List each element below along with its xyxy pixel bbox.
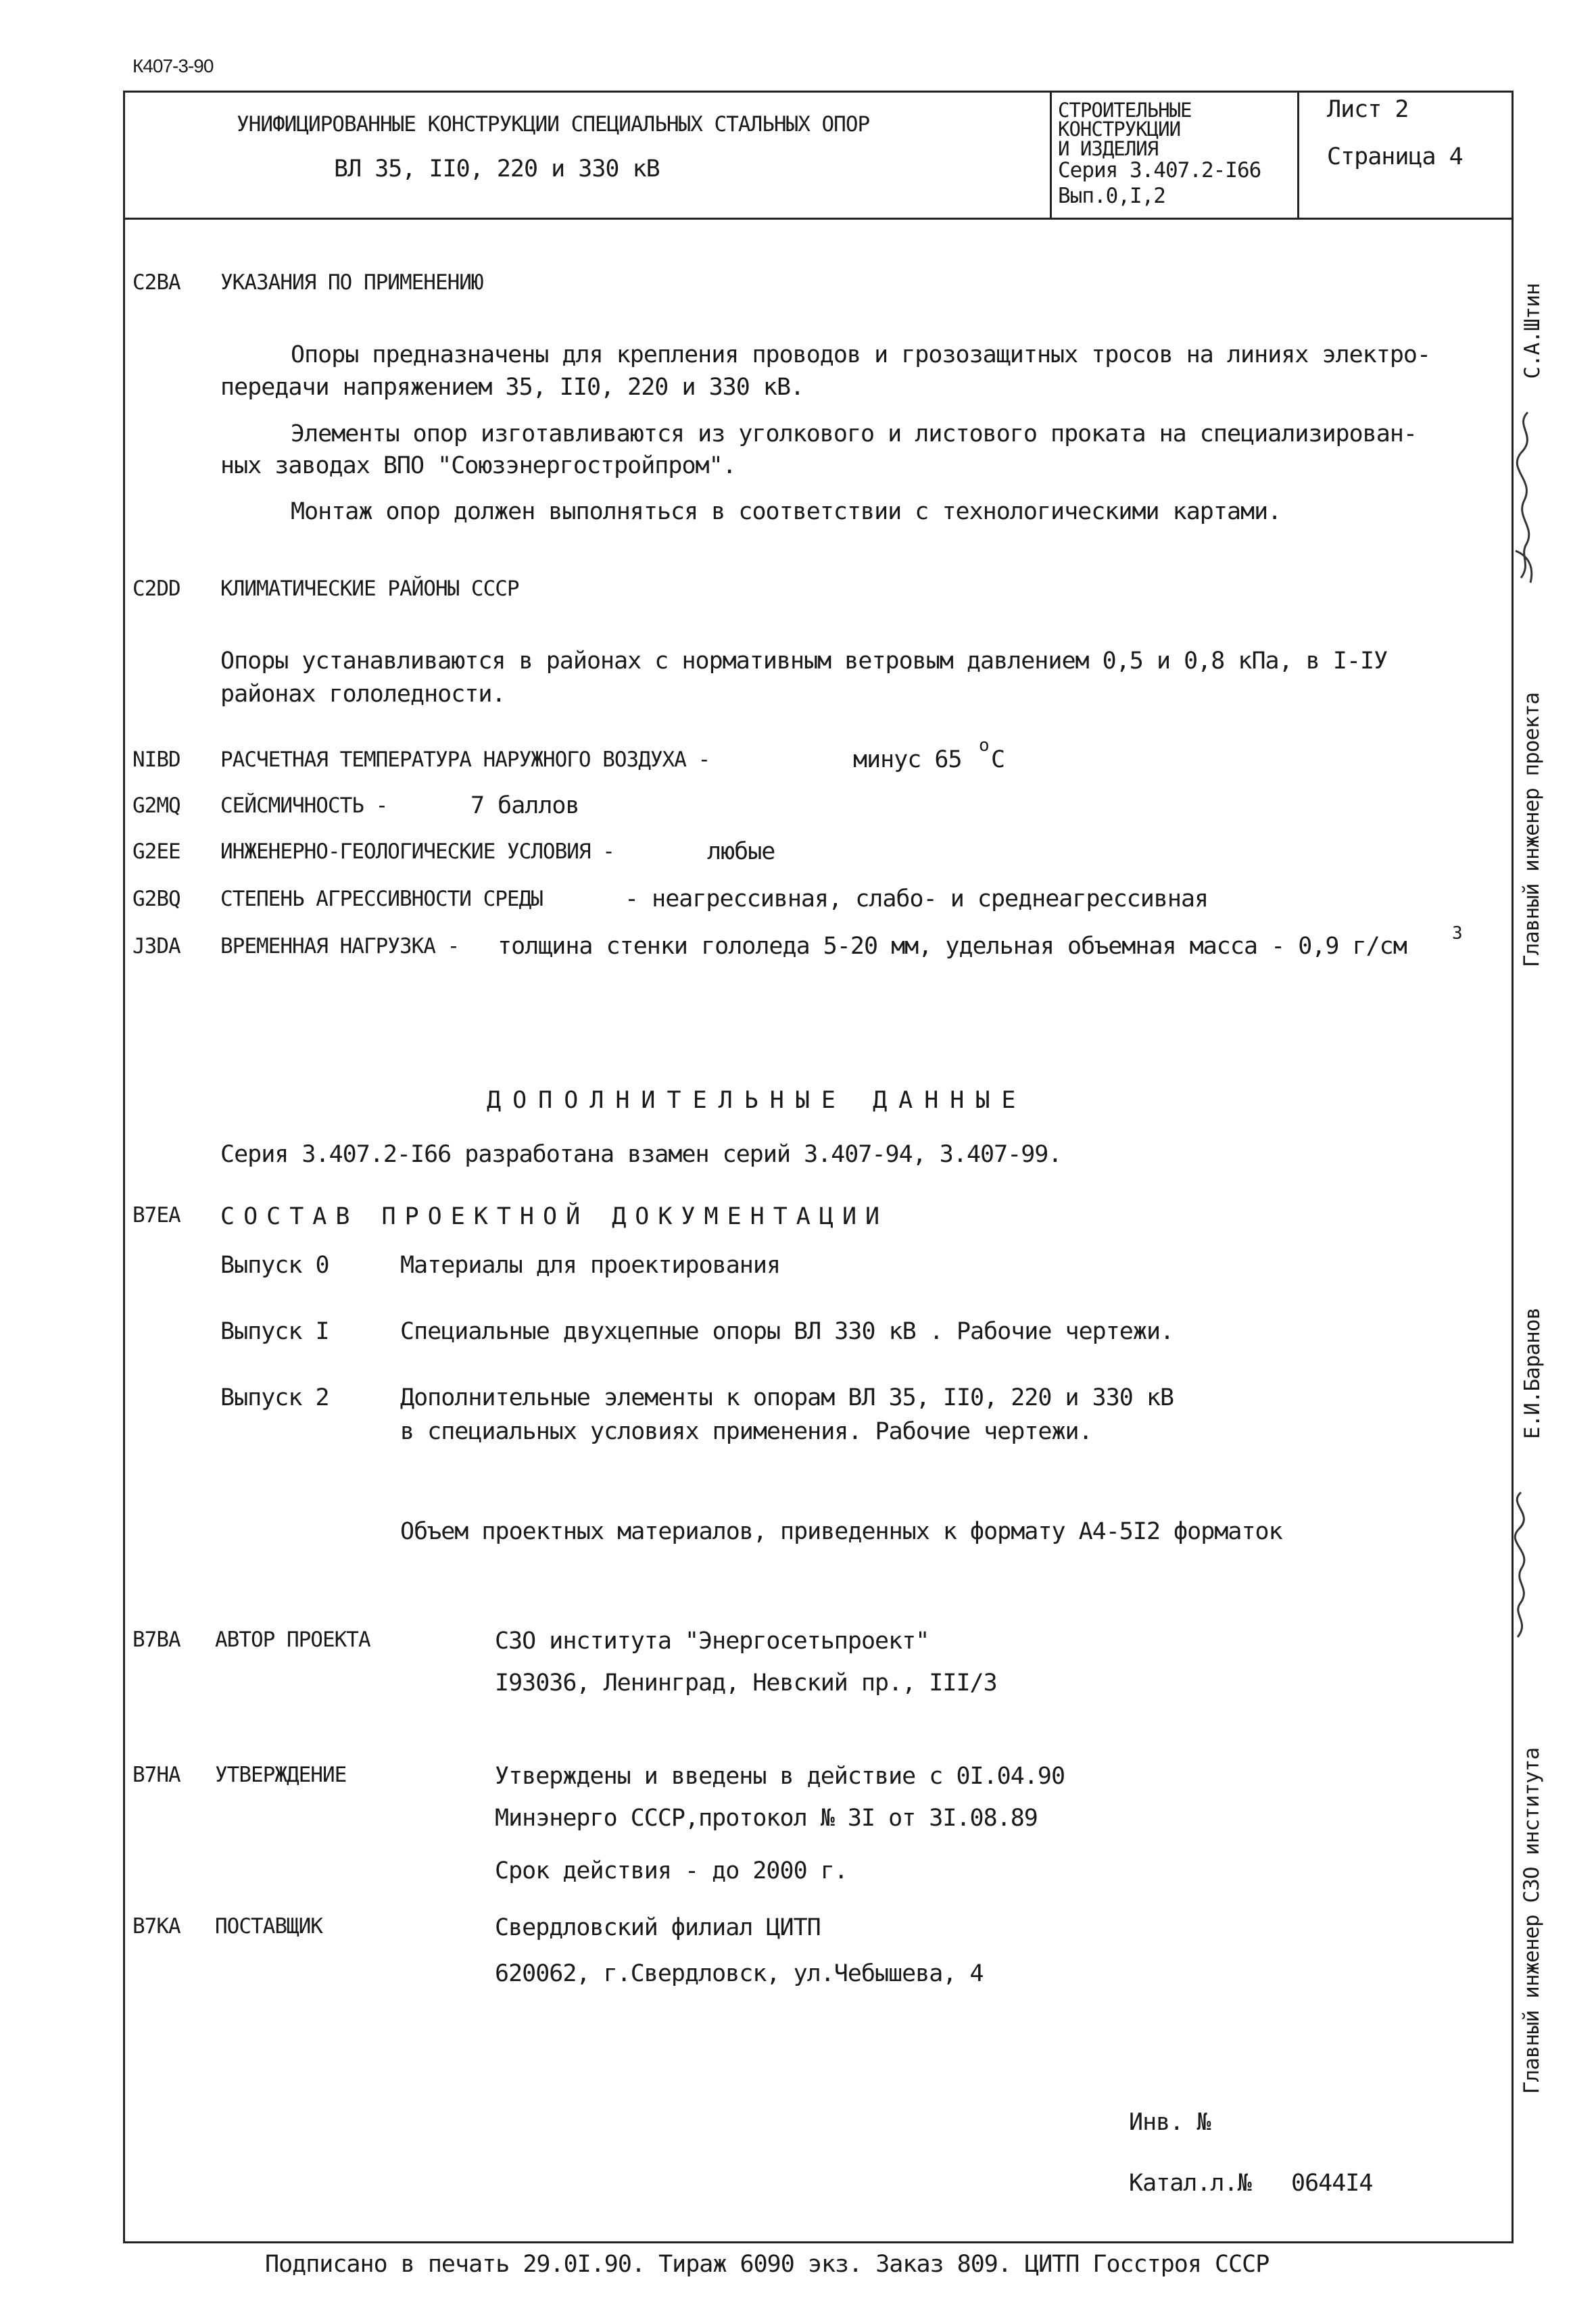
print-footer: Подписано в печать 29.0I.90. Тираж 6090 экз. Заказ 809. ЦИТП Госстроя СССР <box>265 2251 1269 2278</box>
param-label: РАСЧЕТНАЯ ТЕМПЕРАТУРА НАРУЖНОГО ВОЗДУХА - <box>220 748 710 772</box>
title-line-1: УНИФИЦИРОВАННЫЕ КОНСТРУКЦИИ СПЕЦИАЛЬНЫХ СТАЛЬНЫХ ОПОР <box>237 112 870 137</box>
approval-label: УТВЕРЖДЕНИЕ <box>215 1763 347 1787</box>
param-unit: С <box>991 746 1005 773</box>
param-label: СТЕПЕНЬ АГРЕССИВНОСТИ СРЕДЫ <box>220 887 543 911</box>
approval-validity: Срок действия - до 2000 г. <box>495 1857 848 1884</box>
supplier-name: Свердловский филиал ЦИТП <box>495 1914 821 1941</box>
author-organization: СЗО института "Энергосетьпроект" <box>495 1628 929 1655</box>
section-title-usage: УКАЗАНИЯ ПО ПРИМЕНЕНИЮ <box>220 270 483 295</box>
param-code: G2EE <box>132 839 180 864</box>
approval-date: Утверждены и введены в действие с 0I.04.90 <box>495 1763 1065 1790</box>
param-value: 7 баллов <box>470 792 579 819</box>
climate-line-1: Опоры устанавливаются в районах с нормативным ветровым давлением 0,5 и 0,8 кПа, в I-IУ <box>220 648 1388 675</box>
usage-paragraph-1-line-2: передачи напряжением 35, II0, 220 и 330 кВ. <box>220 374 804 401</box>
series-replacement-note: Серия 3.407.2-I66 разработана взамен серий 3.407-94, 3.407-99. <box>220 1141 1062 1168</box>
issue-label: Выпуск 2 <box>220 1384 329 1411</box>
param-code: J3DA <box>132 934 180 958</box>
header-divider <box>123 218 1514 220</box>
param-code: NIBD <box>132 748 180 772</box>
sheet-number: Лист 2 <box>1327 96 1409 123</box>
param-value: толщина стенки гололеда 5-20 мм, удельная объемная масса - 0,9 г/см <box>498 933 1407 960</box>
supplier-address: 620062, г.Свердловск, ул.Чебышева, 4 <box>495 1960 984 1987</box>
param-code: G2BQ <box>132 887 180 911</box>
signature-1-icon <box>1501 406 1548 595</box>
section-title-climate: КЛИМАТИЧЕСКИЕ РАЙОНЫ СССР <box>220 577 519 601</box>
supplier-code: B7KA <box>132 1914 180 1939</box>
param-value: любые <box>707 838 775 865</box>
section-code-usage: C2BA <box>132 270 180 295</box>
category-line-3: И ИЗДЕЛИЯ <box>1058 137 1159 160</box>
issue-text: Специальные двухцепные опоры ВЛ 330 кВ . Рабочие чертежи. <box>400 1318 1174 1345</box>
param-value: минус 65 <box>853 746 962 773</box>
param-label: СЕЙСМИЧНОСТЬ - <box>220 794 388 818</box>
issue-text: Материалы для проектирования <box>400 1252 781 1279</box>
param-code: G2MQ <box>132 794 180 818</box>
issue-text-continued: в специальных условиях применения. Рабочие чертежи. <box>400 1418 1092 1445</box>
usage-paragraph-3: Монтаж опор должен выполняться в соответствии с технологическими картами. <box>291 498 1282 525</box>
usage-paragraph-1-line-1: Опоры предназначены для крепления проводов и грозозащитных тросов на линиях электро- <box>291 341 1431 368</box>
catalog-number-label: Катал.л.№ <box>1129 2170 1251 2197</box>
climate-line-2: районах гололедности. <box>220 681 506 708</box>
page-number: Страница 4 <box>1327 143 1463 170</box>
param-superscript: 3 <box>1452 923 1462 944</box>
approval-protocol: Минэнерго СССР,протокол № 3I от 3I.08.89 <box>495 1805 1038 1832</box>
documentation-volume: Объем проектных материалов, приведенных к формату А4-5I2 форматок <box>400 1518 1282 1545</box>
inventory-number-label: Инв. № <box>1129 2109 1211 2136</box>
composition-heading: СОСТАВ ПРОЕКТНОЙ ДОКУМЕНТАЦИИ <box>220 1203 889 1230</box>
category-line-1: СТРОИТЕЛЬНЫЕ <box>1058 99 1192 122</box>
engineer-role-1: Главный инженер проекта <box>1520 692 1544 968</box>
author-label: АВТОР ПРОЕКТА <box>215 1628 370 1652</box>
engineer-name-2: Е.И.Баранов <box>1520 1307 1545 1440</box>
approval-code: B7HA <box>132 1763 180 1787</box>
supplier-label: ПОСТАВЩИК <box>215 1914 322 1939</box>
usage-paragraph-2-line-1: Элементы опор изготавливаются из уголкового и листового проката на специализирован- <box>291 420 1417 447</box>
signature-2-icon <box>1497 1487 1545 1642</box>
additional-heading: ДОПОЛНИТЕЛЬНЫЕ ДАННЫЕ <box>487 1087 1027 1114</box>
header-col-divider-1 <box>1050 91 1052 219</box>
engineer-name-1: С.А.Штин <box>1520 283 1545 379</box>
param-label: ВРЕМЕННАЯ НАГРУЗКА - <box>220 934 460 958</box>
param-value: - неагрессивная, слабо- и среднеагрессивная <box>625 885 1209 912</box>
usage-paragraph-2-line-2: ных заводах ВПО "Союзэнергостройпром". <box>220 452 736 479</box>
catalog-number: 0644I4 <box>1291 2170 1373 2197</box>
engineer-role-2: Главный инженер СЗО института <box>1520 1747 1544 2095</box>
author-address: I93036, Ленинград, Невский пр., III/3 <box>495 1670 997 1697</box>
issue-numbers: Вып.0,I,2 <box>1058 184 1165 208</box>
author-code: B7BA <box>132 1628 180 1652</box>
document-code: К407-3-90 <box>132 55 214 76</box>
composition-code: B7EA <box>132 1203 180 1227</box>
issue-text: Дополнительные элементы к опорам ВЛ 35, II0, 220 и 330 кВ <box>400 1384 1174 1411</box>
series-number: Серия 3.407.2-I66 <box>1058 158 1261 182</box>
param-label: ИНЖЕНЕРНО-ГЕОЛОГИЧЕСКИЕ УСЛОВИЯ - <box>220 839 614 864</box>
header-col-divider-2 <box>1297 91 1299 219</box>
param-superscript: o <box>979 735 989 756</box>
section-code-climate: C2DD <box>132 577 180 601</box>
category-line-2: КОНСТРУКЦИИ <box>1058 118 1181 141</box>
issue-label: Выпуск 0 <box>220 1252 329 1279</box>
issue-label: Выпуск I <box>220 1318 329 1345</box>
title-line-2: ВЛ 35, II0, 220 и 330 кВ <box>334 155 660 182</box>
